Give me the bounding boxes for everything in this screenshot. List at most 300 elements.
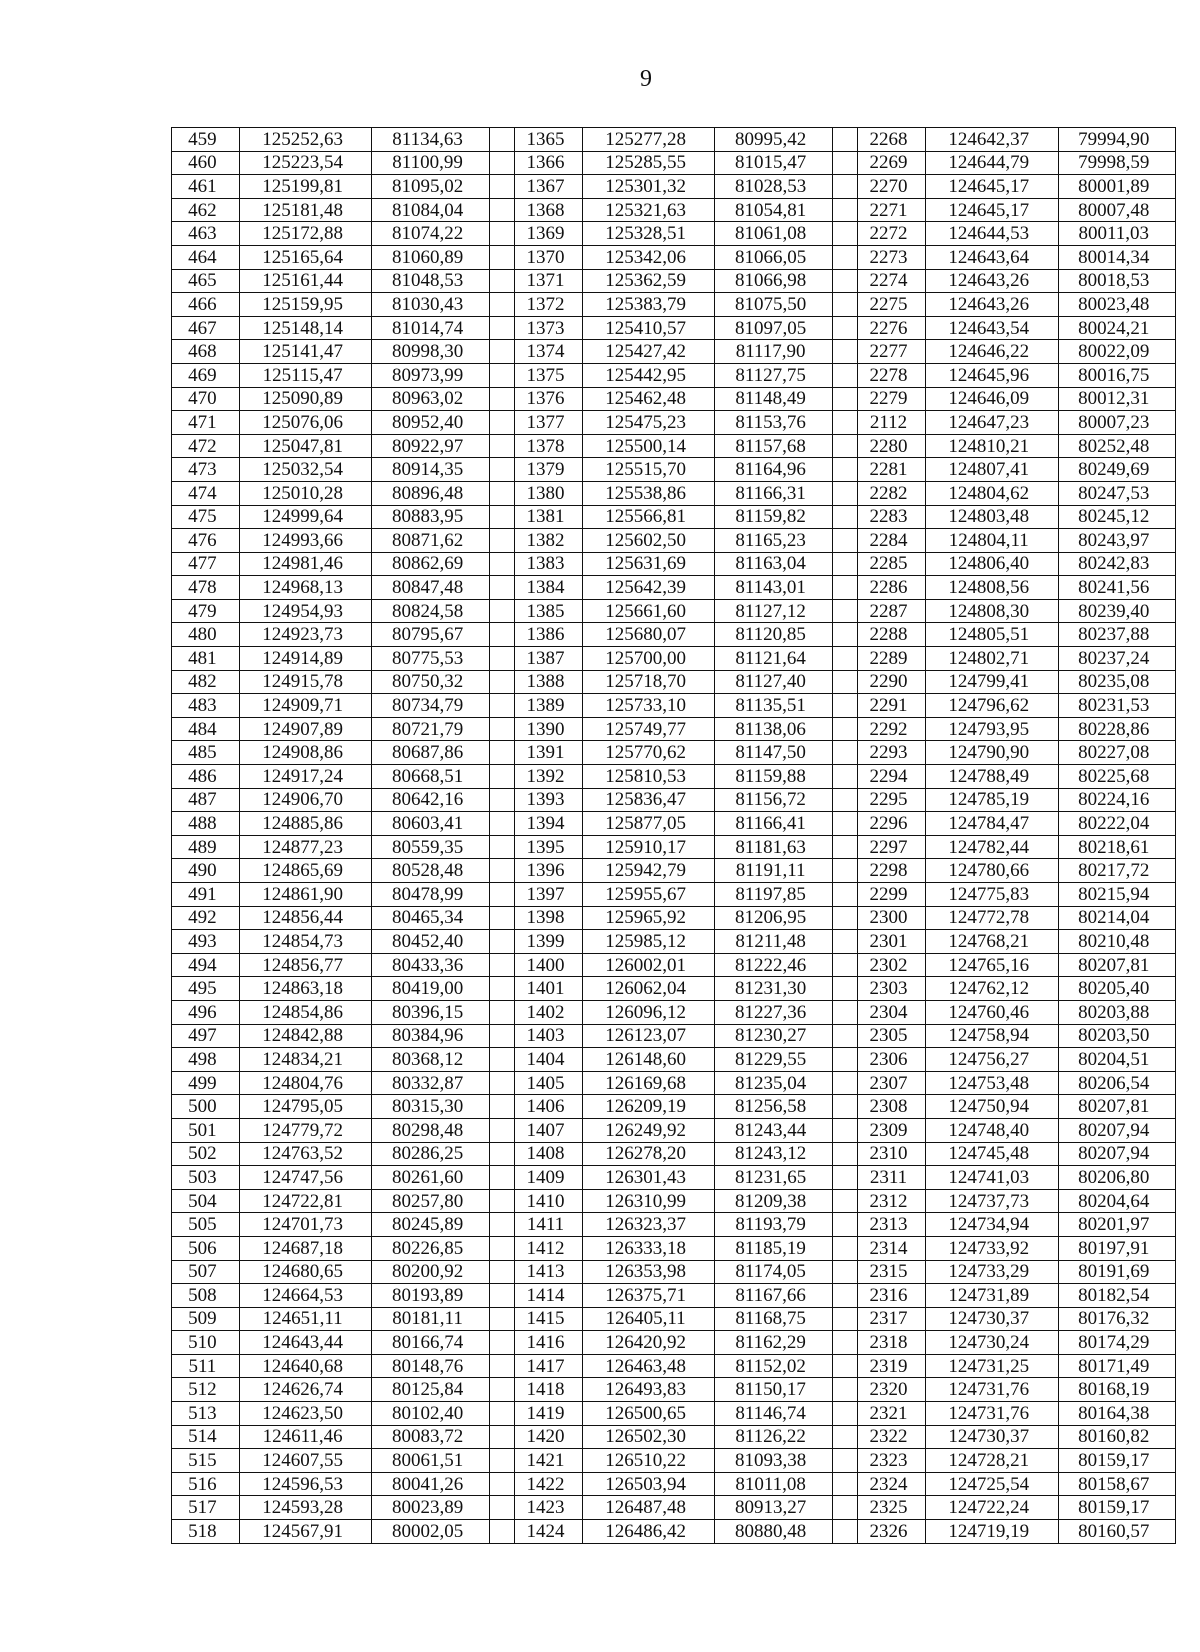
cell-point-number: 1380 [515,481,583,505]
cell-point-number: 1418 [515,1378,583,1402]
empty-separator-cell [832,1402,857,1426]
empty-separator-cell [832,293,857,317]
table-row [172,1496,1176,1520]
empty-separator-cell [832,505,857,529]
cell-y-coordinate: 80160,57 [1058,1520,1176,1544]
cell-point-number: 2298 [858,859,926,883]
cell-x-coordinate: 124842,88 [239,1024,372,1048]
cell-point-number: 2286 [858,576,926,600]
cell-y-coordinate: 80332,87 [372,1071,489,1095]
cell-x-coordinate: 124731,76 [925,1378,1058,1402]
cell-y-coordinate: 80203,88 [1058,1000,1176,1024]
cell-point-number: 466 [172,293,240,317]
cell-x-coordinate: 124643,26 [925,293,1058,317]
cell-y-coordinate: 80225,68 [1058,765,1176,789]
cell-x-coordinate: 124643,64 [925,245,1058,269]
cell-y-coordinate: 80166,74 [372,1331,489,1355]
cell-point-number: 2269 [858,151,926,175]
empty-separator-cell [489,175,514,199]
cell-x-coordinate: 124753,48 [925,1071,1058,1095]
cell-point-number: 506 [172,1236,240,1260]
cell-y-coordinate: 81167,66 [715,1284,832,1308]
cell-y-coordinate: 80207,94 [1058,1118,1176,1142]
cell-y-coordinate: 80018,53 [1058,269,1176,293]
cell-y-coordinate: 80206,54 [1058,1071,1176,1095]
cell-point-number: 459 [172,128,240,152]
table-row [172,269,1176,293]
cell-x-coordinate: 124747,56 [239,1166,372,1190]
cell-x-coordinate: 124722,81 [239,1189,372,1213]
table-row [172,1142,1176,1166]
cell-point-number: 489 [172,835,240,859]
cell-x-coordinate: 125032,54 [239,458,372,482]
cell-y-coordinate: 80023,48 [1058,293,1176,317]
empty-separator-cell [489,647,514,671]
table-row [172,953,1176,977]
cell-x-coordinate: 124733,92 [925,1236,1058,1260]
cell-point-number: 2301 [858,930,926,954]
cell-point-number: 1391 [515,741,583,765]
cell-x-coordinate: 124907,89 [239,717,372,741]
cell-point-number: 2303 [858,977,926,1001]
cell-x-coordinate: 125362,59 [582,269,715,293]
cell-x-coordinate: 124643,44 [239,1331,372,1355]
cell-point-number: 1378 [515,434,583,458]
cell-y-coordinate: 81030,43 [372,293,489,317]
cell-y-coordinate: 80862,69 [372,552,489,576]
cell-y-coordinate: 80998,30 [372,340,489,364]
cell-point-number: 501 [172,1118,240,1142]
cell-y-coordinate: 80241,56 [1058,576,1176,600]
cell-y-coordinate: 81147,50 [715,741,832,765]
empty-separator-cell [832,977,857,1001]
cell-x-coordinate: 125642,39 [582,576,715,600]
cell-point-number: 1405 [515,1071,583,1095]
empty-separator-cell [489,599,514,623]
cell-y-coordinate: 80914,35 [372,458,489,482]
cell-point-number: 497 [172,1024,240,1048]
table-row [172,670,1176,694]
cell-x-coordinate: 125301,32 [582,175,715,199]
cell-y-coordinate: 80228,86 [1058,717,1176,741]
cell-x-coordinate: 124748,40 [925,1118,1058,1142]
cell-y-coordinate: 80242,83 [1058,552,1176,576]
cell-point-number: 516 [172,1472,240,1496]
cell-y-coordinate: 80164,38 [1058,1402,1176,1426]
cell-point-number: 2289 [858,647,926,671]
cell-y-coordinate: 81100,99 [372,151,489,175]
table-row [172,151,1176,175]
cell-x-coordinate: 124780,66 [925,859,1058,883]
cell-x-coordinate: 124909,71 [239,694,372,718]
cell-y-coordinate: 80012,31 [1058,387,1176,411]
cell-y-coordinate: 80218,61 [1058,835,1176,859]
empty-separator-cell [489,765,514,789]
cell-y-coordinate: 81121,64 [715,647,832,671]
cell-x-coordinate: 126301,43 [582,1166,715,1190]
empty-separator-cell [832,1354,857,1378]
cell-point-number: 2312 [858,1189,926,1213]
cell-x-coordinate: 124923,73 [239,623,372,647]
table-row [172,411,1176,435]
cell-x-coordinate: 124593,28 [239,1496,372,1520]
cell-y-coordinate: 80668,51 [372,765,489,789]
cell-point-number: 460 [172,151,240,175]
cell-point-number: 1407 [515,1118,583,1142]
cell-y-coordinate: 80847,48 [372,576,489,600]
cell-y-coordinate: 81054,81 [715,198,832,222]
cell-point-number: 2278 [858,363,926,387]
empty-separator-cell [489,151,514,175]
cell-x-coordinate: 124737,73 [925,1189,1058,1213]
cell-y-coordinate: 80168,19 [1058,1378,1176,1402]
table-row [172,1472,1176,1496]
empty-separator-cell [489,481,514,505]
cell-point-number: 2292 [858,717,926,741]
empty-separator-cell [832,363,857,387]
empty-separator-cell [489,788,514,812]
cell-y-coordinate: 81166,31 [715,481,832,505]
cell-x-coordinate: 126323,37 [582,1213,715,1237]
cell-y-coordinate: 80011,03 [1058,222,1176,246]
cell-y-coordinate: 81138,06 [715,717,832,741]
cell-point-number: 2300 [858,906,926,930]
cell-point-number: 502 [172,1142,240,1166]
empty-separator-cell [489,1118,514,1142]
cell-y-coordinate: 80207,81 [1058,953,1176,977]
cell-y-coordinate: 81209,38 [715,1189,832,1213]
table-row [172,1449,1176,1473]
table-row [172,1284,1176,1308]
cell-y-coordinate: 80243,97 [1058,529,1176,553]
cell-y-coordinate: 80257,80 [372,1189,489,1213]
cell-x-coordinate: 124796,62 [925,694,1058,718]
cell-x-coordinate: 124644,53 [925,222,1058,246]
cell-y-coordinate: 80041,26 [372,1472,489,1496]
cell-y-coordinate: 81135,51 [715,694,832,718]
cell-x-coordinate: 124687,18 [239,1236,372,1260]
cell-y-coordinate: 80207,94 [1058,1142,1176,1166]
cell-x-coordinate: 125836,47 [582,788,715,812]
cell-x-coordinate: 125515,70 [582,458,715,482]
empty-separator-cell [489,1048,514,1072]
cell-x-coordinate: 126502,30 [582,1425,715,1449]
cell-y-coordinate: 80559,35 [372,835,489,859]
cell-x-coordinate: 124854,73 [239,930,372,954]
cell-point-number: 499 [172,1071,240,1095]
table-row [172,552,1176,576]
cell-point-number: 2271 [858,198,926,222]
cell-y-coordinate: 80286,25 [372,1142,489,1166]
cell-y-coordinate: 81185,19 [715,1236,832,1260]
empty-separator-cell [489,835,514,859]
cell-point-number: 1394 [515,812,583,836]
empty-separator-cell [489,411,514,435]
table-row [172,458,1176,482]
cell-point-number: 1390 [515,717,583,741]
cell-x-coordinate: 126353,98 [582,1260,715,1284]
empty-separator-cell [832,1449,857,1473]
cell-point-number: 1404 [515,1048,583,1072]
empty-separator-cell [832,316,857,340]
empty-separator-cell [832,245,857,269]
empty-separator-cell [832,151,857,175]
cell-y-coordinate: 81164,96 [715,458,832,482]
cell-x-coordinate: 125680,07 [582,623,715,647]
cell-y-coordinate: 80239,40 [1058,599,1176,623]
cell-y-coordinate: 81157,68 [715,434,832,458]
cell-point-number: 508 [172,1284,240,1308]
cell-point-number: 1400 [515,953,583,977]
cell-point-number: 1408 [515,1142,583,1166]
cell-point-number: 1386 [515,623,583,647]
table-row [172,222,1176,246]
coordinates-table-body [172,128,1176,1544]
cell-x-coordinate: 124768,21 [925,930,1058,954]
empty-separator-cell [489,1260,514,1284]
cell-point-number: 1412 [515,1236,583,1260]
cell-point-number: 486 [172,765,240,789]
cell-y-coordinate: 79998,59 [1058,151,1176,175]
empty-separator-cell [489,694,514,718]
cell-x-coordinate: 124793,95 [925,717,1058,741]
cell-y-coordinate: 80795,67 [372,623,489,647]
cell-x-coordinate: 124643,54 [925,316,1058,340]
cell-x-coordinate: 124734,94 [925,1213,1058,1237]
empty-separator-cell [489,1095,514,1119]
cell-point-number: 2317 [858,1307,926,1331]
cell-y-coordinate: 80433,36 [372,953,489,977]
cell-y-coordinate: 81159,88 [715,765,832,789]
cell-point-number: 1381 [515,505,583,529]
cell-point-number: 1415 [515,1307,583,1331]
cell-point-number: 2315 [858,1260,926,1284]
cell-point-number: 1372 [515,293,583,317]
table-row [172,930,1176,954]
empty-separator-cell [489,1236,514,1260]
cell-y-coordinate: 81120,85 [715,623,832,647]
cell-y-coordinate: 80182,54 [1058,1284,1176,1308]
cell-x-coordinate: 124808,56 [925,576,1058,600]
cell-point-number: 463 [172,222,240,246]
cell-point-number: 514 [172,1425,240,1449]
cell-x-coordinate: 124745,48 [925,1142,1058,1166]
cell-y-coordinate: 80237,88 [1058,623,1176,647]
cell-y-coordinate: 80963,02 [372,387,489,411]
cell-point-number: 498 [172,1048,240,1072]
cell-y-coordinate: 81150,17 [715,1378,832,1402]
cell-x-coordinate: 124645,17 [925,175,1058,199]
cell-x-coordinate: 125602,50 [582,529,715,553]
cell-y-coordinate: 80125,84 [372,1378,489,1402]
cell-point-number: 491 [172,883,240,907]
cell-y-coordinate: 80452,40 [372,930,489,954]
cell-y-coordinate: 80315,30 [372,1095,489,1119]
table-row [172,1307,1176,1331]
cell-point-number: 1365 [515,128,583,152]
cell-x-coordinate: 125700,00 [582,647,715,671]
empty-separator-cell [832,411,857,435]
cell-y-coordinate: 81011,08 [715,1472,832,1496]
cell-point-number: 475 [172,505,240,529]
cell-point-number: 2296 [858,812,926,836]
cell-point-number: 518 [172,1520,240,1544]
table-row [172,245,1176,269]
cell-point-number: 504 [172,1189,240,1213]
table-row [172,529,1176,553]
table-row [172,623,1176,647]
cell-point-number: 1384 [515,576,583,600]
cell-x-coordinate: 125410,57 [582,316,715,340]
table-row [172,1048,1176,1072]
cell-x-coordinate: 124680,65 [239,1260,372,1284]
empty-separator-cell [832,529,857,553]
empty-separator-cell [489,198,514,222]
cell-point-number: 2297 [858,835,926,859]
cell-x-coordinate: 126503,94 [582,1472,715,1496]
cell-y-coordinate: 80214,04 [1058,906,1176,930]
empty-separator-cell [832,1189,857,1213]
cell-point-number: 485 [172,741,240,765]
cell-y-coordinate: 80210,48 [1058,930,1176,954]
cell-y-coordinate: 80952,40 [372,411,489,435]
cell-y-coordinate: 80191,69 [1058,1260,1176,1284]
empty-separator-cell [832,1307,857,1331]
cell-x-coordinate: 125148,14 [239,316,372,340]
cell-point-number: 2308 [858,1095,926,1119]
cell-point-number: 1370 [515,245,583,269]
cell-point-number: 473 [172,458,240,482]
cell-x-coordinate: 125159,95 [239,293,372,317]
empty-separator-cell [832,694,857,718]
cell-y-coordinate: 80687,86 [372,741,489,765]
cell-y-coordinate: 81074,22 [372,222,489,246]
cell-x-coordinate: 124906,70 [239,788,372,812]
cell-y-coordinate: 80158,67 [1058,1472,1176,1496]
cell-y-coordinate: 81153,76 [715,411,832,435]
cell-x-coordinate: 124795,05 [239,1095,372,1119]
cell-x-coordinate: 124877,23 [239,835,372,859]
empty-separator-cell [489,1142,514,1166]
cell-point-number: 1376 [515,387,583,411]
cell-x-coordinate: 124756,27 [925,1048,1058,1072]
cell-x-coordinate: 124854,86 [239,1000,372,1024]
cell-y-coordinate: 80913,27 [715,1496,832,1520]
cell-point-number: 1395 [515,835,583,859]
cell-point-number: 512 [172,1378,240,1402]
cell-x-coordinate: 124915,78 [239,670,372,694]
cell-point-number: 2299 [858,883,926,907]
cell-point-number: 2302 [858,953,926,977]
cell-x-coordinate: 125749,77 [582,717,715,741]
table-row [172,1260,1176,1284]
table-row [172,1425,1176,1449]
table-row [172,1189,1176,1213]
cell-point-number: 2295 [858,788,926,812]
cell-y-coordinate: 80217,72 [1058,859,1176,883]
cell-point-number: 2313 [858,1213,926,1237]
cell-x-coordinate: 125141,47 [239,340,372,364]
table-row [172,434,1176,458]
cell-x-coordinate: 124730,37 [925,1425,1058,1449]
cell-point-number: 505 [172,1213,240,1237]
cell-point-number: 1368 [515,198,583,222]
cell-x-coordinate: 124642,37 [925,128,1058,152]
cell-x-coordinate: 125090,89 [239,387,372,411]
cell-y-coordinate: 80083,72 [372,1425,489,1449]
cell-point-number: 515 [172,1449,240,1473]
cell-point-number: 1377 [515,411,583,435]
cell-x-coordinate: 125500,14 [582,434,715,458]
empty-separator-cell [832,1095,857,1119]
cell-y-coordinate: 80024,21 [1058,316,1176,340]
empty-separator-cell [489,1307,514,1331]
cell-y-coordinate: 80007,48 [1058,198,1176,222]
cell-point-number: 2290 [858,670,926,694]
cell-x-coordinate: 126500,65 [582,1402,715,1426]
cell-x-coordinate: 126493,83 [582,1378,715,1402]
cell-y-coordinate: 81143,01 [715,576,832,600]
cell-y-coordinate: 81028,53 [715,175,832,199]
cell-x-coordinate: 124760,46 [925,1000,1058,1024]
table-row [172,694,1176,718]
cell-y-coordinate: 80298,48 [372,1118,489,1142]
cell-x-coordinate: 124664,53 [239,1284,372,1308]
cell-y-coordinate: 81211,48 [715,930,832,954]
cell-x-coordinate: 125965,92 [582,906,715,930]
cell-x-coordinate: 124981,46 [239,552,372,576]
cell-x-coordinate: 124861,90 [239,883,372,907]
cell-x-coordinate: 126278,20 [582,1142,715,1166]
empty-separator-cell [832,481,857,505]
cell-point-number: 1373 [515,316,583,340]
cell-x-coordinate: 125199,81 [239,175,372,199]
cell-x-coordinate: 124758,94 [925,1024,1058,1048]
cell-y-coordinate: 81127,40 [715,670,832,694]
empty-separator-cell [832,1048,857,1072]
cell-y-coordinate: 80368,12 [372,1048,489,1072]
cell-x-coordinate: 125342,06 [582,245,715,269]
cell-point-number: 474 [172,481,240,505]
cell-y-coordinate: 80775,53 [372,647,489,671]
cell-x-coordinate: 124968,13 [239,576,372,600]
empty-separator-cell [489,576,514,600]
cell-point-number: 496 [172,1000,240,1024]
empty-separator-cell [832,1496,857,1520]
cell-y-coordinate: 80201,97 [1058,1213,1176,1237]
empty-separator-cell [489,458,514,482]
cell-point-number: 1403 [515,1024,583,1048]
cell-x-coordinate: 125733,10 [582,694,715,718]
table-row [172,883,1176,907]
cell-point-number: 513 [172,1402,240,1426]
table-row [172,812,1176,836]
cell-x-coordinate: 125985,12 [582,930,715,954]
cell-x-coordinate: 125223,54 [239,151,372,175]
cell-point-number: 471 [172,411,240,435]
table-row [172,717,1176,741]
cell-y-coordinate: 80245,89 [372,1213,489,1237]
cell-x-coordinate: 124701,73 [239,1213,372,1237]
empty-separator-cell [489,1000,514,1024]
cell-x-coordinate: 124834,21 [239,1048,372,1072]
cell-x-coordinate: 126062,04 [582,977,715,1001]
cell-y-coordinate: 80261,60 [372,1166,489,1190]
empty-separator-cell [489,128,514,152]
cell-y-coordinate: 80384,96 [372,1024,489,1048]
cell-x-coordinate: 126148,60 [582,1048,715,1072]
cell-y-coordinate: 81181,63 [715,835,832,859]
